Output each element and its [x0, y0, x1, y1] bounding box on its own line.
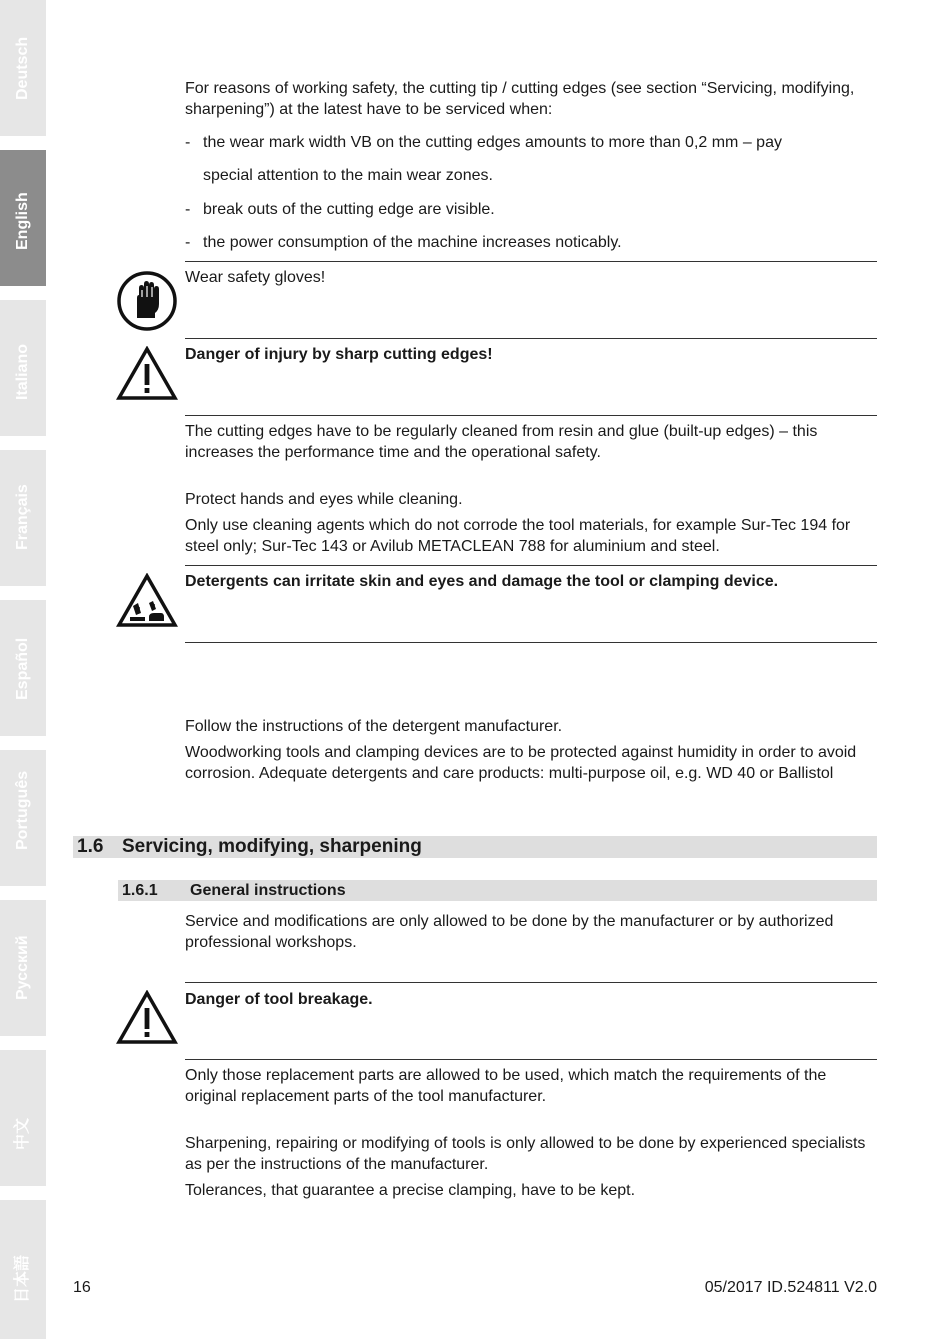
humidity-paragraph: Woodworking tools and clamping devices are to be protected against humidity in order to avoid corrosion. Adequate detergents and care products: multi-purpose oil, e.g. WD 40 or Ballistol	[185, 744, 857, 782]
bullet-text: special attention to the main wear zones.	[203, 167, 493, 184]
divider	[185, 261, 877, 262]
protect-paragraph: Protect hands and eyes while cleaning.	[185, 491, 463, 508]
subsection-number: 1.6.1	[122, 882, 158, 899]
lang-tab-label: Italiano	[14, 343, 31, 400]
section-heading	[73, 836, 877, 858]
lang-tab-italiano[interactable]	[0, 300, 46, 436]
replacement-paragraph: Only those replacement parts are allowed to be used, which match the requirements of the original replacement parts of the tool manufacturer.	[185, 1067, 827, 1105]
subsection-heading	[118, 880, 877, 901]
divider	[185, 415, 877, 416]
warning-triangle-icon	[116, 990, 178, 1046]
bullet-text: the wear mark width VB on the cutting edges amounts to more than 0,2 mm – pay	[203, 134, 782, 151]
cleaning-paragraph: The cutting edges have to be regularly cleaned from resin and glue (built-up edges) – this increases the performance time and the operational safety.	[185, 423, 818, 461]
follow-paragraph: Follow the instructions of the detergent manufacturer.	[185, 718, 563, 735]
document-id: 05/2017 ID.524811 V2.0	[704, 1279, 877, 1296]
lang-tab-japanese[interactable]	[0, 1200, 46, 1339]
section-title: Servicing, modifying, sharpening	[122, 836, 422, 857]
warning-sharp-edges: Danger of injury by sharp cutting edges!	[185, 346, 493, 363]
bullet-dash: -	[185, 134, 191, 151]
intro-paragraph: For reasons of working safety, the cutting tip / cutting edges (see section “Servicing, modifying, sharpening”) at the latest have to be serviced when:	[185, 80, 855, 118]
bullet-dash: -	[185, 234, 191, 251]
gloves-note: Wear safety gloves!	[185, 269, 326, 286]
divider	[185, 565, 877, 566]
warning-tool-breakage: Danger of tool breakage.	[185, 991, 373, 1008]
lang-tab-francais[interactable]	[0, 450, 46, 586]
divider	[185, 642, 877, 643]
divider	[185, 982, 877, 983]
lang-tab-deutsch[interactable]	[0, 0, 46, 136]
safety-gloves-icon	[116, 270, 178, 332]
agents-paragraph: Only use cleaning agents which do not corrode the tool materials, for example Sur-Tec 194 for steel only; Sur-Tec 143 or Avilub METACLEAN 788 for aluminium and steel.	[185, 517, 851, 555]
lang-tab-label: Español	[14, 637, 31, 700]
lang-tab-label: English	[14, 192, 31, 250]
divider	[185, 338, 877, 339]
corrosive-warning-icon	[116, 573, 178, 629]
service-paragraph: Service and modifications are only allowed to be done by the manufacturer or by authorized professional workshops.	[185, 913, 834, 951]
sharpening-paragraph: Sharpening, repairing or modifying of tools is only allowed to be done by experienced specialists as per the instructions of the manufacturer.	[185, 1135, 866, 1173]
lang-tab-label: Deutsch	[14, 36, 31, 100]
lang-tab-label: 中文	[14, 1117, 31, 1150]
bullet-text: the power consumption of the machine increases noticably.	[203, 234, 622, 251]
lang-tab-portugues[interactable]	[0, 750, 46, 886]
divider	[185, 1059, 877, 1060]
warning-detergents: Detergents can irritate skin and eyes and damage the tool or clamping device.	[185, 573, 779, 590]
lang-tab-label: Português	[14, 770, 31, 850]
lang-tab-label: Français	[14, 484, 31, 550]
lang-tab-english[interactable]	[0, 150, 46, 286]
subsection-title: General instructions	[190, 882, 346, 899]
lang-tab-chinese[interactable]	[0, 1050, 46, 1186]
warning-triangle-icon	[116, 346, 178, 402]
section-number: 1.6	[77, 836, 104, 857]
lang-tab-russian[interactable]	[0, 900, 46, 1036]
bullet-text: break outs of the cutting edge are visible.	[203, 201, 495, 218]
lang-tab-label: 日本語	[14, 1254, 31, 1303]
bullet-dash: -	[185, 201, 191, 218]
tolerances-paragraph: Tolerances, that guarantee a precise clamping, have to be kept.	[185, 1182, 636, 1199]
lang-tab-label: Русский	[14, 935, 31, 1000]
page-number: 16	[73, 1279, 91, 1296]
lang-tab-espanol[interactable]	[0, 600, 46, 736]
